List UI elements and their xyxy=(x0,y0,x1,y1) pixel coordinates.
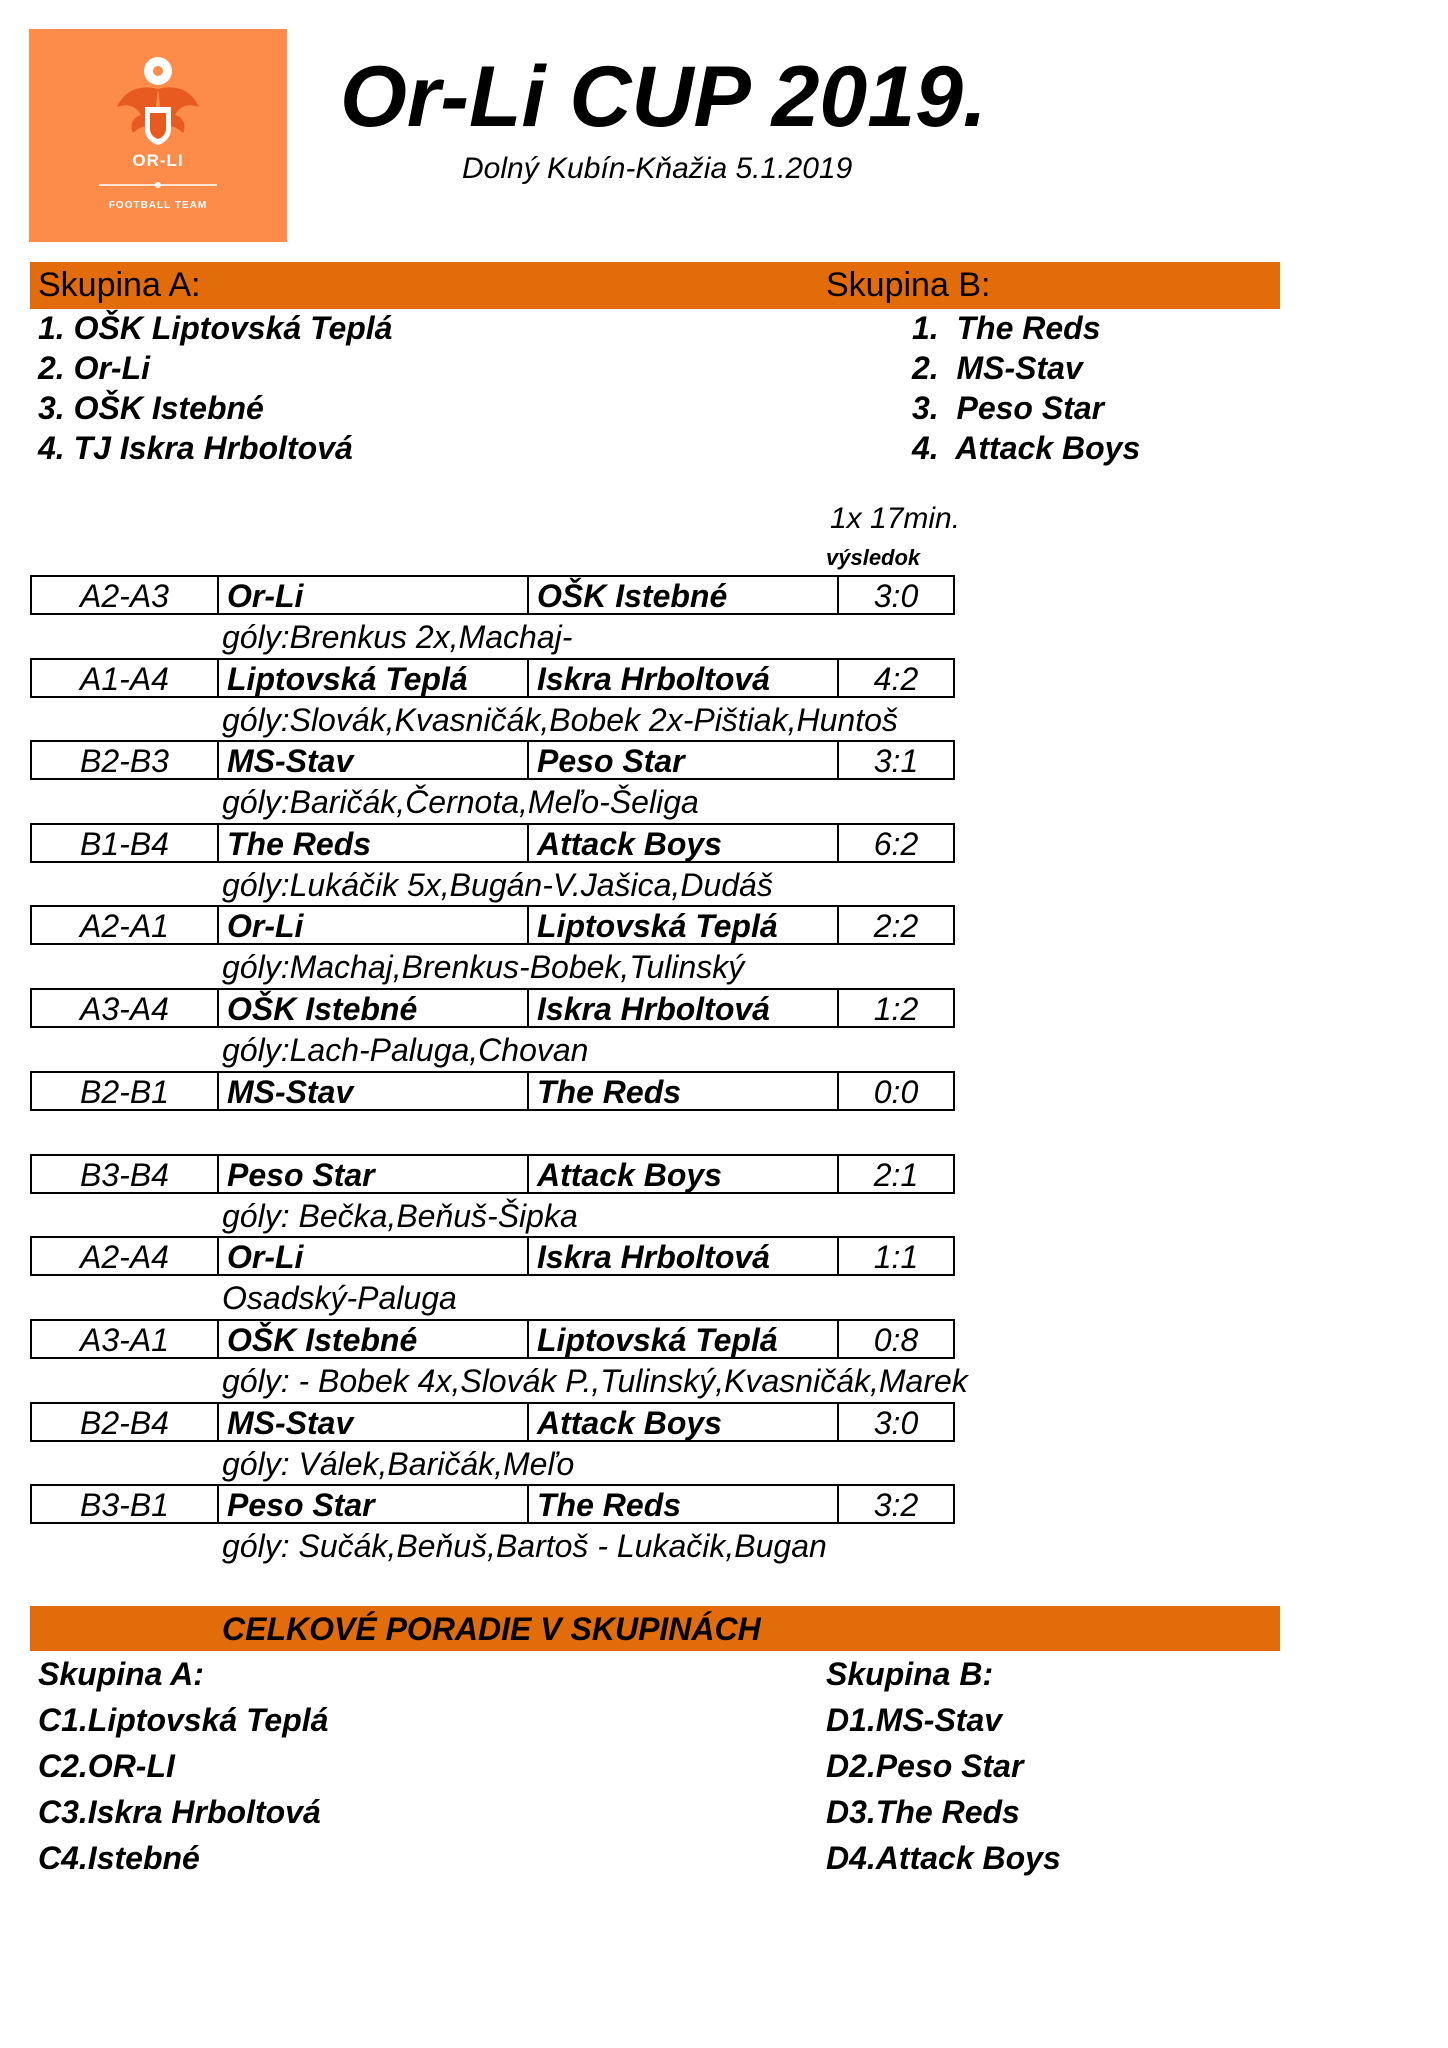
match-code: A2-A3 xyxy=(80,578,169,614)
logo-team-name: OR-LI xyxy=(132,151,184,170)
match-code: A3-A1 xyxy=(80,1322,169,1358)
match-goals: góly:Baričák,Černota,Meľo-Šeliga xyxy=(222,784,699,820)
match-row xyxy=(30,658,955,698)
away-team: The Reds xyxy=(527,1073,837,1109)
match-code: A2-A1 xyxy=(80,908,169,944)
match-row xyxy=(30,1236,955,1276)
match-score: 0:0 xyxy=(837,1073,953,1109)
final-group-b-place: D4.Attack Boys xyxy=(826,1840,1061,1876)
match-row xyxy=(30,1402,955,1442)
match-row xyxy=(30,823,955,863)
match-goals: góly:Lach-Paluga,Chovan xyxy=(222,1032,589,1068)
match-score: 4:2 xyxy=(837,660,953,696)
final-group-b-place: D3.The Reds xyxy=(826,1794,1020,1830)
final-group-b-place: D1.MS-Stav xyxy=(826,1702,1003,1738)
match-score: 2:1 xyxy=(837,1156,953,1192)
away-team: Attack Boys xyxy=(527,1404,837,1440)
away-team: Attack Boys xyxy=(527,825,837,861)
group-b-team: 4. Attack Boys xyxy=(912,430,1141,466)
logo-subtitle: FOOTBALL TEAM xyxy=(108,200,208,211)
match-score: 2:2 xyxy=(837,907,953,943)
match-score: 1:1 xyxy=(837,1238,953,1274)
match-row xyxy=(30,905,955,945)
team-logo xyxy=(29,29,287,242)
away-team: Liptovská Teplá xyxy=(527,1321,837,1357)
match-goals: góly:Lukáčik 5x,Bugán-V.Jašica,Dudáš xyxy=(222,867,773,903)
away-team: The Reds xyxy=(527,1486,837,1522)
home-team: Peso Star xyxy=(217,1486,527,1522)
group-b-team: 3. Peso Star xyxy=(912,390,1105,426)
match-goals: góly: Sučák,Beňuš,Bartoš - Lukačik,Bugan xyxy=(222,1528,827,1564)
match-code: A1-A4 xyxy=(80,661,169,697)
match-score: 6:2 xyxy=(837,825,953,861)
match-row xyxy=(30,740,955,780)
match-row xyxy=(30,1319,955,1359)
match-row xyxy=(30,988,955,1028)
final-group-a-place: C3.Iskra Hrboltová xyxy=(38,1794,321,1830)
match-code: A2-A4 xyxy=(80,1239,169,1275)
final-group-a-place: C1.Liptovská Teplá xyxy=(38,1702,329,1738)
away-team: Liptovská Teplá xyxy=(527,907,837,943)
match-code: B3-B4 xyxy=(80,1157,169,1193)
away-team: Peso Star xyxy=(527,742,837,778)
match-score: 3:0 xyxy=(837,1404,953,1440)
home-team: Liptovská Teplá xyxy=(217,660,527,696)
match-goals: góly:Machaj,Brenkus-Bobek,Tulinský xyxy=(222,949,745,985)
match-goals: góly: Bečka,Beňuš-Šipka xyxy=(222,1198,578,1234)
final-standings-title: CELKOVÉ PORADIE V SKUPINÁCH xyxy=(222,1611,761,1647)
home-team: MS-Stav xyxy=(217,742,527,778)
home-team: OŠK Istebné xyxy=(217,1321,527,1357)
home-team: Or-Li xyxy=(217,1238,527,1274)
match-goals: góly: Válek,Baričák,Meľo xyxy=(222,1446,575,1482)
match-code: B1-B4 xyxy=(80,826,169,862)
page-subtitle: Dolný Kubín-Kňažia 5.1.2019 xyxy=(462,152,853,185)
home-team: MS-Stav xyxy=(217,1073,527,1109)
group-a-team: 1. OŠK Liptovská Teplá xyxy=(38,310,393,346)
away-team: OŠK Istebné xyxy=(527,577,837,613)
group-b-label: Skupina B: xyxy=(826,266,991,304)
final-group-a-place: C4.Istebné xyxy=(38,1840,200,1876)
group-b-team: 1. The Reds xyxy=(912,310,1101,346)
match-score: 3:0 xyxy=(837,577,953,613)
page-title: Or-Li CUP 2019. xyxy=(340,49,987,145)
final-group-b-place: D2.Peso Star xyxy=(826,1748,1024,1784)
match-goals: Osadský-Paluga xyxy=(222,1280,457,1316)
away-team: Iskra Hrboltová xyxy=(527,660,837,696)
match-code: A3-A4 xyxy=(80,991,169,1027)
match-row xyxy=(30,1484,955,1524)
away-team: Iskra Hrboltová xyxy=(527,1238,837,1274)
final-group-a-label: Skupina A: xyxy=(38,1656,204,1692)
group-a-team: 3. OŠK Istebné xyxy=(38,390,264,426)
match-row xyxy=(30,1071,955,1111)
group-a-team: 2. Or-Li xyxy=(38,350,151,386)
groups-header-bar xyxy=(30,262,1280,309)
home-team: Peso Star xyxy=(217,1156,527,1192)
match-score: 0:8 xyxy=(837,1321,953,1357)
final-group-a-place: C2.OR-LI xyxy=(38,1748,175,1784)
match-format: 1x 17min. xyxy=(830,502,961,535)
group-b-team: 2. MS-Stav xyxy=(912,350,1083,386)
home-team: Or-Li xyxy=(217,907,527,943)
home-team: Or-Li xyxy=(217,577,527,613)
match-code: B3-B1 xyxy=(80,1487,169,1523)
match-score: 3:2 xyxy=(837,1486,953,1522)
final-group-b-label: Skupina B: xyxy=(826,1656,994,1692)
match-score: 1:2 xyxy=(837,990,953,1026)
match-code: B2-B3 xyxy=(80,743,169,779)
away-team: Iskra Hrboltová xyxy=(527,990,837,1026)
match-goals: góly:Slovák,Kvasničák,Bobek 2x-Pištiak,Huntoš xyxy=(222,702,898,738)
away-team: Attack Boys xyxy=(527,1156,837,1192)
match-score: 3:1 xyxy=(837,742,953,778)
match-goals: góly: - Bobek 4x,Slovák P.,Tulinský,Kvasničák,Marek xyxy=(222,1363,968,1399)
group-a-label: Skupina A: xyxy=(38,266,201,304)
match-row xyxy=(30,575,955,615)
result-column-header: výsledok xyxy=(826,545,921,570)
match-code: B2-B1 xyxy=(80,1074,169,1110)
group-a-team: 4. TJ Iskra Hrboltová xyxy=(38,430,353,466)
home-team: OŠK Istebné xyxy=(217,990,527,1026)
match-goals: góly:Brenkus 2x,Machaj- xyxy=(222,619,573,655)
match-code: B2-B4 xyxy=(80,1405,169,1441)
home-team: MS-Stav xyxy=(217,1404,527,1440)
match-row xyxy=(30,1154,955,1194)
home-team: The Reds xyxy=(217,825,527,861)
